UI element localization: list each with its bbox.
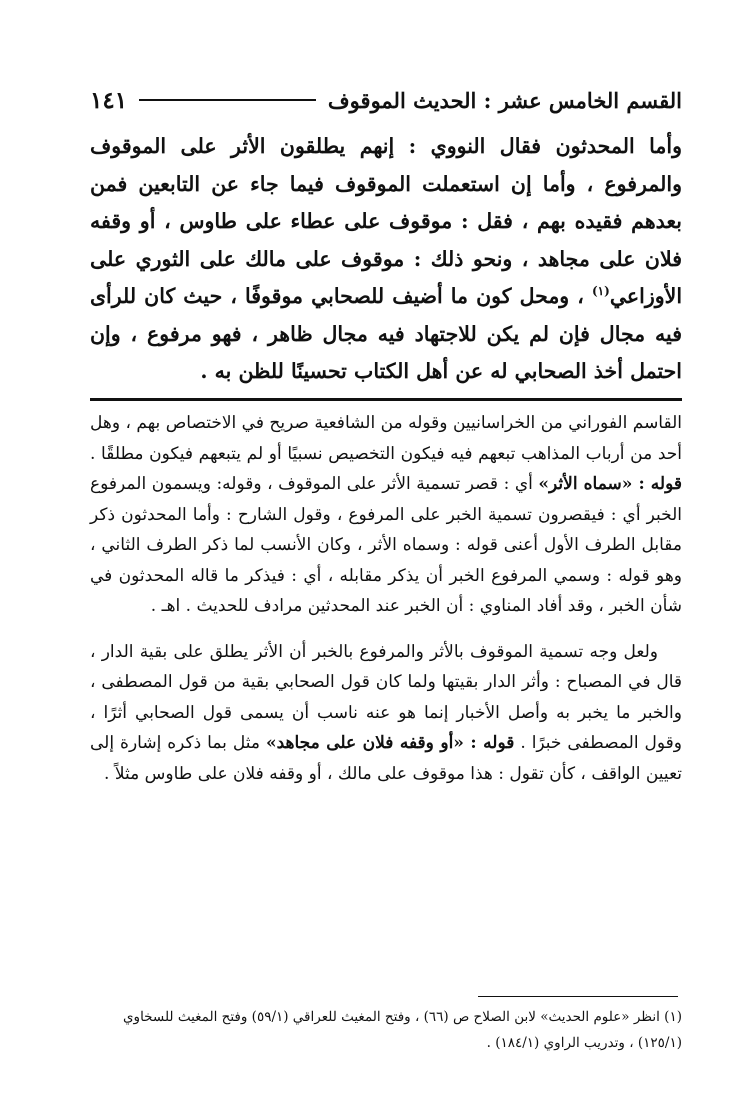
header-rule xyxy=(139,99,316,101)
commentary-block xyxy=(90,408,682,789)
commentary-paragraph-2 xyxy=(90,637,682,790)
commentary-text: القاسم الفوراني من الخراسانيين وقوله من الشافعية صريح في الاختصاص بهم ، وهل أحد من أرباب المذاهب تبعهم فيه فيكون التخصيص نسبيًا أو لم يتبعهم فيكون مطلقًا . xyxy=(90,413,682,464)
main-text-block xyxy=(90,128,682,391)
commentary-text: مثل بما ذكره إشارة إلى تعيين الواقف ، كأن تقول : هذا موقوف على مالك ، أو وقفه فلان على طاوس مثلاً . xyxy=(90,733,682,784)
main-text-part2: ، ومحل كون ما أضيف للصحابي موقوفًا ، حيث كان للرأى فيه مجال فإن لم يكن للاجتهاد فيه مجال ظاهر ، فهو مرفوع ، وإن احتمل أخذ الصحابي له عن أهل الكتاب تحسينًا للظن به . xyxy=(90,284,682,383)
commentary-text: ولعل وجه تسمية الموقوف بالأثر والمرفوع بالخبر أن الأثر يطلق على بقية الدار ، قال في المصباح : وأثر الدار بقيتها ولما كان قول الصحابي بقية من قول المصطفى ، والخبر ما يخبر به وأصل الأخبار إنما هو عنه ناسب أن يسمى قول الصحابي أثرًا ، وقول المصطفى خبرًا . xyxy=(90,641,683,753)
main-text-part1: وأما المحدثون فقال النووي : إنهم يطلقون الأثر على الموقوف والمرفوع ، وأما إن استعملت الموقوف فيما جاء عن التابعين فمن بعدهم فقيده بهم ، فقل : موقوف على عطاء على طاوس ، أو وقفه فلان على مجاهد ، ونحو ذلك : موقوف على مالك على الثوري على الأوزاعي xyxy=(90,134,683,308)
footnote-line: (١) انظر «علوم الحديث» لابن الصلاح ص (٦٦) ، وفتح المغيث للعراقي (٥٩/١) وفتح المغيث للسخاوي xyxy=(122,1009,682,1025)
quoted-phrase: قوله : «سماه الأثر» xyxy=(538,474,682,494)
footnote-ref: (١) xyxy=(591,284,610,299)
page-number: ١٤١ xyxy=(90,86,128,114)
running-header xyxy=(90,80,682,120)
commentary-divider xyxy=(90,398,682,401)
footnote-rule xyxy=(478,996,678,997)
commentary-paragraph-1 xyxy=(90,408,682,622)
quoted-phrase: قوله : «أو وقفه فلان على مجاهد» xyxy=(265,733,515,753)
footnote-line: (١٢٥/١) ، وتدريب الراوي (١٨٤/١) . xyxy=(486,1035,682,1051)
chapter-title: القسم الخامس عشر : الحديث الموقوف xyxy=(327,87,682,113)
commentary-text: أي : قصر تسمية الأثر على الموقوف ، وقوله: ويسمون المرفوع الخبر أي : فيقصرون تسمية الخبر على المرفوع ، وقول الشارح : وأما المحدثون ذكر مقابل الطرف الأول أعنى قوله : وسماه الأثر ، وكان الأنسب لما ذكر الطرف الثاني ، وهو قوله : وسمي المرفوع الخبر أن يذكر مقابله ، أي : فيذكر ما قاله المحدثون في شأن الخبر ، وقد أفاد المناوي : أن الخبر عند المحدثين مرادف للحديث . اهـ . xyxy=(90,474,682,616)
main-paragraph xyxy=(90,128,682,391)
footnotes-block xyxy=(86,1004,682,1056)
